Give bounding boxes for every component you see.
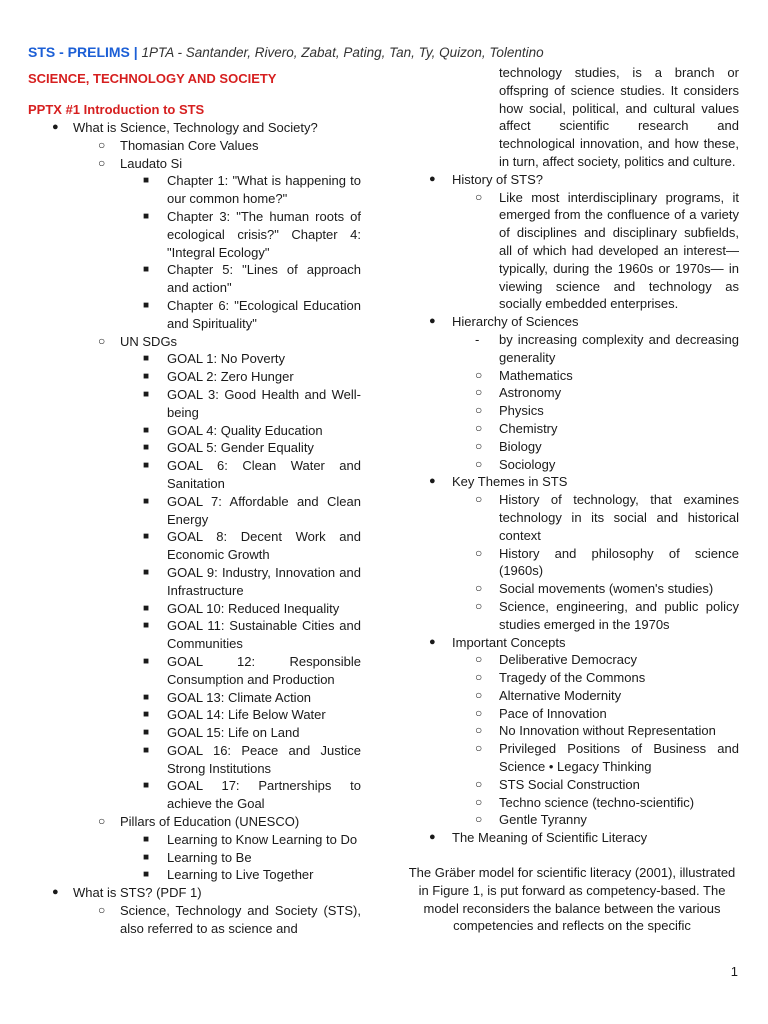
square-bullet-icon: ■ (143, 566, 150, 578)
square-bullet-icon: ■ (143, 424, 150, 436)
list-item: ■ Chapter 5: "Lines of approach and action" (143, 262, 361, 296)
list-item: ● Key Themes in STS (429, 474, 568, 490)
list-item: ■ GOAL 11: Sustainable Cities and Communities (143, 618, 361, 652)
bullet-icon: ● (429, 172, 436, 185)
list-item: ○ Physics (475, 403, 544, 419)
circle-bullet-icon: ○ (475, 385, 483, 400)
list-item: ○ History and philosophy of science (1960s) (475, 545, 739, 579)
section-title: SCIENCE, TECHNOLOGY AND SOCIETY (28, 71, 277, 86)
list-item: ■ GOAL 13: Climate Action (143, 689, 312, 705)
square-bullet-icon: ■ (143, 691, 150, 703)
circle-bullet-icon: ○ (475, 492, 483, 507)
list-item: ○ Pace of Innovation (475, 705, 607, 721)
circle-bullet-icon: ○ (475, 652, 483, 667)
list-item: ○ History of technology, that examines technology in its social and historical context (475, 492, 739, 543)
square-bullet-icon: ■ (143, 210, 150, 222)
list-item: ○ Pillars of Education (UNESCO) (98, 814, 300, 830)
list-item: ○ Deliberative Democracy (475, 652, 637, 668)
list-item: ■ GOAL 2: Zero Hunger (143, 369, 294, 385)
square-bullet-icon: ■ (143, 727, 150, 739)
square-bullet-icon: ■ (143, 709, 150, 721)
square-bullet-icon: ■ (143, 620, 150, 632)
list-item: ○ Like most interdisciplinary programs, it emerged from the confluence of a variety of disciplines and disciplinary subfields, all of which had developed an interest— typically, during the 1960s or 1970s— in viewing science and technology as socially embedded enterprises. (475, 189, 739, 312)
list-item: ○ Laudato Si (98, 155, 183, 171)
list-item: ○ No Innovation without Representation (475, 723, 716, 739)
list-item: ○ Sociology (475, 456, 556, 472)
list-item: ○ Mathematics (475, 367, 573, 383)
outline-list-continued (405, 64, 739, 847)
bullet-icon: ● (429, 475, 436, 488)
list-item: ○ UN SDGs (98, 333, 178, 349)
circle-bullet-icon: ○ (98, 155, 106, 170)
circle-bullet-icon: ○ (475, 456, 483, 471)
list-item: ● Hierarchy of Sciences (429, 314, 579, 330)
list-item: ○ Astronomy (475, 385, 562, 401)
list-item: ● What is STS? (PDF 1) (52, 885, 202, 901)
square-bullet-icon: ■ (143, 531, 150, 543)
list-item: ■ GOAL 5: Gender Equality (143, 440, 314, 456)
bullet-icon: ● (429, 635, 436, 648)
list-item: ■ GOAL 14: Life Below Water (143, 707, 326, 723)
list-item: ○ Gentle Tyranny (475, 812, 587, 828)
header-title: STS - PRELIMS | (28, 44, 138, 60)
bullet-icon: ● (429, 315, 436, 328)
list-item: ■ GOAL 9: Industry, Innovation and Infrastructure (143, 564, 361, 598)
list-item: ■ GOAL 3: Good Health and Well-being (143, 386, 361, 420)
body-paragraph: The Gräber model for scientific literacy (2001), illustrated in Figure 1, is put forward as competency-based. The model reconsiders the balance between the various competencies and reflects on the specific (408, 865, 736, 934)
list-item: ■ GOAL 15: Life on Land (143, 725, 300, 741)
dash-bullet-icon: - (475, 331, 480, 347)
circle-bullet-icon: ○ (475, 812, 483, 827)
square-bullet-icon: ■ (143, 833, 150, 845)
circle-bullet-icon: ○ (98, 333, 106, 348)
list-item: ■ GOAL 10: Reduced Inequality (143, 600, 340, 616)
circle-bullet-icon: ○ (475, 545, 483, 560)
header-names: 1PTA - Santander, Rivero, Zabat, Pating, Tan, Ty, Quizon, Tolentino (141, 45, 544, 60)
square-bullet-icon: ■ (143, 460, 150, 472)
bullet-icon: ● (429, 831, 436, 844)
circle-bullet-icon: ○ (475, 189, 483, 204)
circle-bullet-icon: ○ (475, 438, 483, 453)
list-item: ■ GOAL 7: Affordable and Clean Energy (143, 493, 361, 527)
square-bullet-icon: ■ (143, 264, 150, 276)
list-item: ■ Chapter 1: "What is happening to our common home?" (143, 173, 361, 207)
list-item: ■ GOAL 17: Partnerships to achieve the Goal (143, 778, 361, 812)
circle-bullet-icon: ○ (98, 814, 106, 829)
circle-bullet-icon: ○ (475, 687, 483, 702)
circle-bullet-icon: ○ (475, 776, 483, 791)
circle-bullet-icon: ○ (98, 137, 106, 152)
outline-list (28, 119, 361, 938)
list-item: ○ Biology (475, 438, 542, 454)
list-item: ■ Learning to Live Together (143, 867, 314, 883)
square-bullet-icon: ■ (143, 655, 150, 667)
list-item: ● History of STS? (429, 171, 544, 187)
square-bullet-icon: ■ (143, 442, 150, 454)
list-item: ■ Chapter 6: "Ecological Education and Spirituality" (143, 297, 361, 331)
list-item: ● The Meaning of Scientific Literacy (429, 830, 648, 846)
pptx-title: PPTX #1 Introduction to STS (28, 102, 205, 117)
list-item: ○ Privileged Positions of Business and Science • Legacy Thinking (475, 741, 739, 775)
list-item: ○ Science, engineering, and public policy studies emerged in the 1970s (475, 598, 739, 632)
list-item: ■ GOAL 4: Quality Education (143, 422, 323, 438)
list-item: ○ Science, Technology and Society (STS), also referred to as science and (98, 903, 361, 936)
right-column (405, 64, 739, 935)
circle-bullet-icon: ○ (475, 420, 483, 435)
list-item: ■ GOAL 12: Responsible Consumption and Production (143, 653, 361, 687)
list-item: ■ Learning to Be (143, 849, 252, 865)
square-bullet-icon: ■ (143, 388, 150, 400)
square-bullet-icon: ■ (143, 851, 150, 863)
square-bullet-icon: ■ (143, 371, 150, 383)
page-header (28, 44, 748, 60)
list-item: - by increasing complexity and decreasing generality (475, 331, 739, 365)
circle-bullet-icon: ○ (475, 670, 483, 685)
square-bullet-icon: ■ (143, 780, 150, 792)
list-item: ■ GOAL 6: Clean Water and Sanitation (143, 458, 361, 491)
circle-bullet-icon: ○ (475, 367, 483, 382)
list-item: ■ Chapter 3: "The human roots of ecological crisis?" Chapter 4: "Integral Ecology" (143, 208, 361, 260)
list-item: ■ GOAL 16: Peace and Justice Strong Institutions (143, 742, 361, 776)
square-bullet-icon: ■ (143, 175, 150, 187)
bullet-icon: ● (52, 121, 59, 133)
left-column (28, 64, 361, 938)
list-item: ● Important Concepts (429, 634, 566, 650)
circle-bullet-icon: ○ (475, 723, 483, 738)
list-item: ■ GOAL 8: Decent Work and Economic Growth (143, 529, 361, 563)
circle-bullet-icon: ○ (475, 794, 483, 809)
square-bullet-icon: ■ (143, 353, 150, 365)
list-item: ○ Alternative Modernity (475, 687, 622, 703)
circle-bullet-icon: ○ (475, 581, 483, 596)
list-item: ○ STS Social Construction (475, 776, 640, 792)
page-number: 1 (730, 964, 738, 979)
square-bullet-icon: ■ (143, 299, 150, 311)
list-item: ○ Chemistry (475, 420, 558, 436)
square-bullet-icon: ■ (143, 495, 150, 507)
list-item: ○ Tragedy of the Commons (475, 670, 646, 686)
square-bullet-icon: ■ (143, 602, 150, 614)
bullet-icon: ● (52, 886, 59, 899)
square-bullet-icon: ■ (143, 869, 150, 881)
circle-bullet-icon: ○ (475, 741, 483, 756)
circle-bullet-icon: ○ (98, 903, 106, 918)
list-item: ○ Techno science (techno-scientific) (475, 794, 695, 810)
square-bullet-icon: ■ (143, 744, 150, 756)
list-item: ○ Thomasian Core Values (98, 137, 259, 153)
list-item: ■ GOAL 1: No Poverty (143, 351, 286, 367)
list-item: ○ Social movements (women's studies) (475, 581, 714, 597)
list-item: ● What is Science, Technology and Society? (52, 120, 318, 135)
list-item: ■ Learning to Know Learning to Do (143, 831, 358, 847)
circle-bullet-icon: ○ (475, 403, 483, 418)
list-item: technology studies, is a branch or offspring of science studies. It considers how social, political, and cultural values affect scientific research and technological innovation, and how these, in turn, affect society, politics and culture. (499, 65, 739, 169)
circle-bullet-icon: ○ (475, 705, 483, 720)
circle-bullet-icon: ○ (475, 598, 483, 613)
